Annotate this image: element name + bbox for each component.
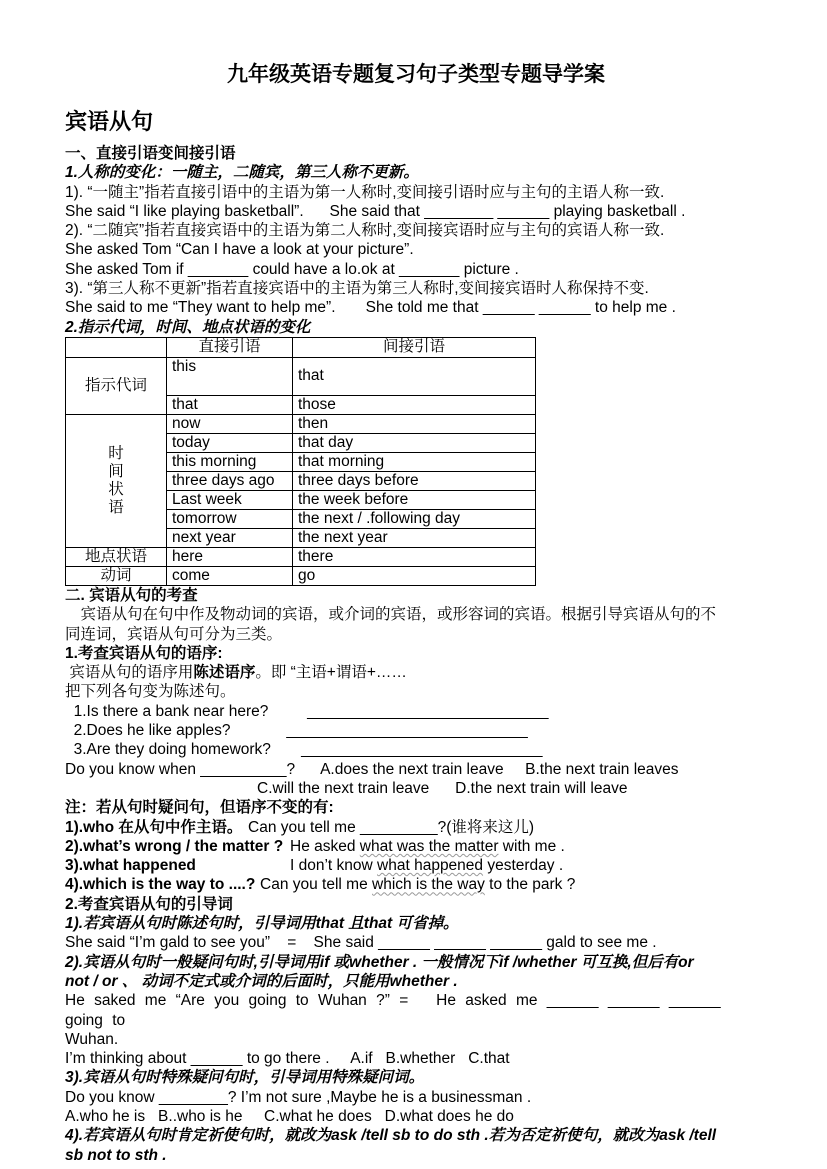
note1-example: Can you tell me _________?(谁将来这儿): [248, 818, 535, 836]
exercise-q2: 2.Does he like apples? ____________________________: [65, 722, 528, 740]
section2-heading: 二. 宾语从句的考查: [65, 586, 198, 604]
exercise-q1: 1.Is there a bank near here? ____________________________: [65, 702, 549, 720]
note4-pre: Can you tell me: [260, 876, 372, 894]
word-order-heading: 1.考查宾语从句的语序:: [65, 644, 223, 662]
table-cell: that day: [293, 433, 536, 452]
rule-if-whether-line1: 2).宾语从句时一般疑问句时,引导词用if 或whether . 一般情况下if /whether 可互换,但后有or: [65, 953, 694, 971]
s1-line-4: She asked Tom “Can I have a look at your picture”.: [65, 241, 414, 259]
exercise-q3: 3.Are they doing homework? ____________________________: [65, 741, 543, 759]
table-cell: come: [167, 566, 293, 585]
table-cell: then: [293, 414, 536, 433]
person-change-rule: 1.人称的变化：一随主，二随宾，第三人称不更新。: [65, 164, 419, 182]
table-corner-cell: [66, 337, 167, 357]
note2-lead: 2).what’s wrong / the matter ?: [65, 837, 284, 855]
note2-pre: He asked: [290, 837, 360, 855]
row-label-time-adverbials: 时 间 状 语: [66, 414, 167, 547]
note3-underlined: what happened: [377, 857, 484, 875]
s1-line-2: She said “I like playing basketball”. She said that ________ ______ playing basketball .: [65, 202, 686, 220]
table-cell: go: [293, 566, 536, 585]
rule-that-example: She said “I’m gald to see you” = She said ______ ______ ______ gald to see me .: [65, 934, 657, 952]
note4-post: to the park ?: [484, 876, 576, 894]
if-whether-practice: I’m thinking about ______ to go there . A.if B.whether C.that: [65, 1050, 510, 1068]
train-options-line2: C.will the next train leave D.the next train will leave: [257, 779, 628, 797]
col-header-indirect: 间接引语: [293, 337, 536, 357]
note-item-2: [65, 837, 767, 856]
rule-if-whether-line2: not / or 、 动词不定式或介词的后面时，只能用whether .: [65, 972, 458, 990]
table-cell: three days ago: [167, 471, 293, 490]
note1-lead: 1).who 在从句中作主语。: [65, 818, 243, 836]
transform-instruction: 把下列各句变为陈述句。: [65, 683, 236, 701]
wh-word-options: A.who he is B..who is he C.what he does D.what does he do: [65, 1107, 514, 1125]
note3-post: yesterday .: [483, 857, 564, 875]
main-heading: 宾语从句: [65, 109, 154, 134]
rule-that: 1).若宾语从句时陈述句时，引导词用that 且that 可省掉。: [65, 915, 459, 933]
s2-intro-line-2: 同连词，宾语从句可分为三类。: [65, 625, 283, 643]
table-cell: this morning: [167, 452, 293, 471]
note3-lead: 3).what happened: [65, 857, 196, 875]
rule-imperative-line1: 4).若宾语从句时肯定祈使句时，就改为ask /tell sb to do sth .若为否定祈使句，就改为ask /tell: [65, 1127, 717, 1145]
wh-word-example: Do you know ________? I’m not sure ,Maybe he is a businessman .: [65, 1088, 532, 1106]
doc-title: 九年级英语专题复习句子类型专题导学案: [227, 63, 605, 86]
speech-conversion-table: [65, 337, 536, 586]
table-cell: the week before: [293, 490, 536, 509]
s1-line-1: 1). “一随主”指若直接引语中的主语为第一人称时,变间接引语时应与主句的主语人称一致.: [65, 183, 665, 201]
table-cell: Last week: [167, 490, 293, 509]
s1-line-7: She said to me “They want to help me”. She told me that ______ ______ to help me .: [65, 299, 676, 317]
row-label-demonstratives: 指示代词: [66, 357, 167, 414]
table-cell: the next / .following day: [293, 509, 536, 528]
table-cell: this: [167, 357, 293, 395]
train-question: Do you know when __________? A.does the next train leave B.the next train leaves: [65, 760, 679, 778]
note2-underlined: what was the matter: [359, 837, 499, 855]
order-post: 。即 “主语+谓语+……: [255, 664, 407, 682]
table-cell: there: [293, 547, 536, 566]
if-whether-example-line2: Wuhan.: [65, 1030, 119, 1048]
table-cell: the next year: [293, 528, 536, 547]
table-cell: here: [167, 547, 293, 566]
table-heading: 2.指示代词，时间、地点状语的变化: [65, 318, 311, 336]
connective-heading: 2.考查宾语从句的引导词: [65, 895, 233, 913]
s1-line-3: 2). “二随宾”指若直接宾语中的主语为第二人称时,变间接宾语时应与主句的宾语人称一致.: [65, 222, 665, 240]
table-cell: that: [293, 357, 536, 395]
row-label-verb: 动词: [66, 566, 167, 585]
rule-wh-word: 3).宾语从句时特殊疑问句时，引导词用特殊疑问词。: [65, 1069, 425, 1087]
note-item-1: [65, 818, 767, 837]
row-label-place-adverbials: 地点状语: [66, 547, 167, 566]
section1-heading: 一、直接引语变间接引语: [65, 145, 236, 162]
table-cell: that: [167, 395, 293, 414]
table-cell: now: [167, 414, 293, 433]
table-cell: those: [293, 395, 536, 414]
note4-underlined: which is the way: [372, 876, 485, 894]
note-item-4: [65, 875, 767, 894]
s1-line-6: 3). “第三人称不更新”指若直接宾语中的主语为第三人称时,变间接宾语时人称保持不变.: [65, 280, 649, 298]
table-cell: today: [167, 433, 293, 452]
if-whether-example-line1: He saked me “Are you going to Wuhan ?” = He asked me ______ ______ ______ going to: [65, 992, 730, 1029]
table-cell: tomorrow: [167, 509, 293, 528]
order-pre: 宾语从句的语序用: [65, 664, 194, 682]
rule-imperative-line2: sb not to sth .: [65, 1146, 167, 1164]
s1-line-5: She asked Tom if _______ could have a lo.ok at _______ picture .: [65, 260, 519, 278]
table-cell: three days before: [293, 471, 536, 490]
note3-pre: I don’t know: [290, 857, 378, 875]
order-bold-term: 陈述语序: [193, 664, 256, 682]
col-header-direct: 直接引语: [167, 337, 293, 357]
note4-lead: 4).which is the way to ....?: [65, 876, 256, 894]
note-heading: 注：若从句时疑问句，但语序不变的有:: [65, 799, 334, 817]
note2-post: with me .: [498, 837, 565, 855]
word-order-rule: [65, 663, 767, 682]
s2-intro-line-1: 宾语从句在句中作及物动词的宾语，或介词的宾语，或形容词的宾语。根据引导宾语从句的不: [65, 606, 717, 624]
table-cell: that morning: [293, 452, 536, 471]
table-cell: next year: [167, 528, 293, 547]
note-item-3: [65, 856, 767, 875]
